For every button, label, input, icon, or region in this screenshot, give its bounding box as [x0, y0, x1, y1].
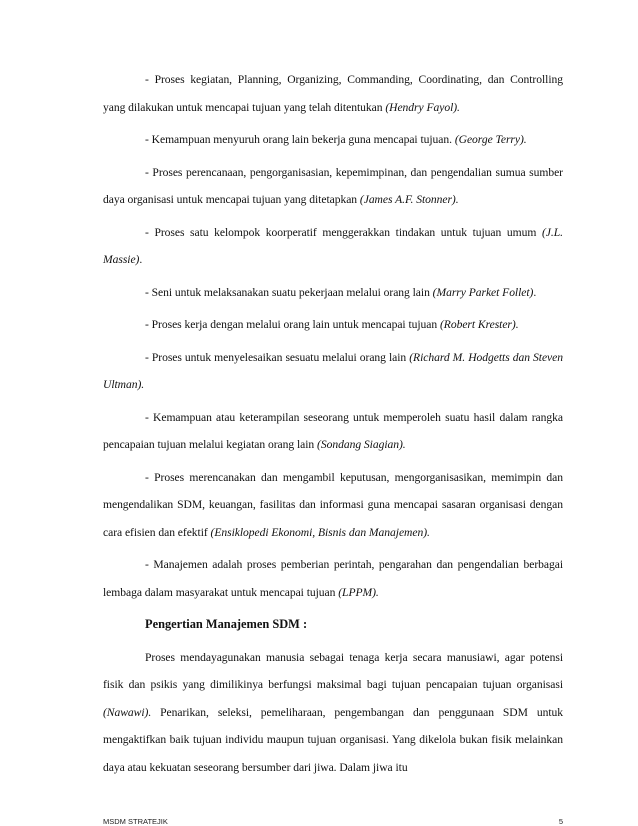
definition-text: - Seni untuk melaksanakan suatu pekerjaan melalui orang lain	[145, 285, 433, 299]
section-heading: Pengertian Manajemen SDM :	[145, 617, 308, 631]
definition-paragraph	[103, 344, 563, 399]
definition-citation: (Richard M. Hodgetts dan Steven Ultman).	[103, 350, 563, 391]
page-footer	[103, 817, 563, 826]
definition-citation: (James A.F. Stonner).	[359, 193, 459, 206]
section-body-continuation: Penarikan, seleksi, pemeliharaan, pengembangan dan penggunaan SDM untuk mengaktifkan baik tujuan individu maupun tujuan organisasi. Yang dikelola bukan fisik melainkan daya atau kekuatan seseorang bersumber dari jiwa. Dalam jiwa itu	[103, 705, 563, 774]
definition-citation: (Sondang Siagian).	[317, 438, 406, 451]
definition-text: - Proses satu kelompok koorperatif menggerakkan tindakan untuk tujuan umum	[145, 225, 542, 239]
definition-citation: (LPPM).	[338, 585, 379, 599]
definition-text: - Proses untuk menyelesaikan sesuatu melalui orang lain	[145, 350, 410, 364]
document-body	[103, 66, 563, 781]
definition-text: - Proses merencanakan dan mengambil keputusan, mengorganisasikan, memimpin dan mengendalikan SDM, keuangan, fasilitas dan informasi guna mencapai sasaran organisasi dengan cara efisien dan efektif	[103, 470, 563, 539]
definition-citation: (Hendry Fayol).	[385, 100, 460, 114]
definition-paragraph	[103, 66, 563, 121]
definition-suffix: .	[533, 285, 537, 299]
definition-suffix: .	[139, 253, 143, 266]
definition-paragraph	[103, 311, 563, 339]
section-body-text: Proses mendayagunakan manusia sebagai tenaga kerja secara manusiawi, agar potensi fisik dan psikis yang dimilikinya berfungsi maksimal bagi tujuan pencapaian tujuan organisasi	[103, 650, 563, 691]
footer-title: MSDM STRATEJIK	[103, 817, 168, 826]
definition-text: - Manajemen adalah proses pemberian perintah, pengarahan dan pengendalian berbagai lembaga dalam masyarakat untuk mencapai tujuan	[103, 558, 563, 599]
definition-text: - Proses kegiatan, Planning, Organizing, Commanding, Coordinating, dan Controlling yang dilakukan untuk mencapai tujuan yang telah ditentukan	[103, 73, 563, 114]
definition-text: - Kemampuan atau keterampilan seseorang untuk memperoleh suatu hasil dalam rangka pencapaian tujuan melalui kegiatan orang lain	[103, 410, 563, 451]
definition-paragraph	[103, 404, 563, 459]
definition-citation: (Ensiklopedi Ekonomi, Bisnis dan Manajemen).	[210, 525, 430, 539]
definition-citation: (Robert Krester).	[439, 318, 519, 331]
page-number: 5	[558, 817, 563, 826]
definition-text: - Kemampuan menyuruh orang lain bekerja guna mencapai tujuan.	[145, 133, 455, 146]
definition-citation: (J.L. Massie)	[103, 225, 563, 266]
section-body-paragraph	[103, 644, 563, 782]
definition-paragraph	[103, 159, 563, 214]
definition-citation: (George Terry).	[454, 133, 527, 146]
definition-citation: (Marry Parket Follet)	[432, 285, 534, 299]
definition-paragraph	[103, 551, 563, 606]
definition-paragraph	[103, 219, 563, 274]
definition-text: - Proses kerja dengan melalui orang lain untuk mencapai tujuan	[145, 318, 440, 331]
definition-paragraph	[103, 279, 563, 307]
definition-paragraph	[103, 464, 563, 547]
definition-text: - Proses perencanaan, pengorganisasian, kepemimpinan, dan pengendalian sumua sumber daya organisasi untuk mencapai tujuan yang ditetapkan	[103, 165, 563, 206]
definition-paragraph	[103, 126, 563, 154]
section-body-citation: (Nawawi).	[103, 705, 152, 719]
